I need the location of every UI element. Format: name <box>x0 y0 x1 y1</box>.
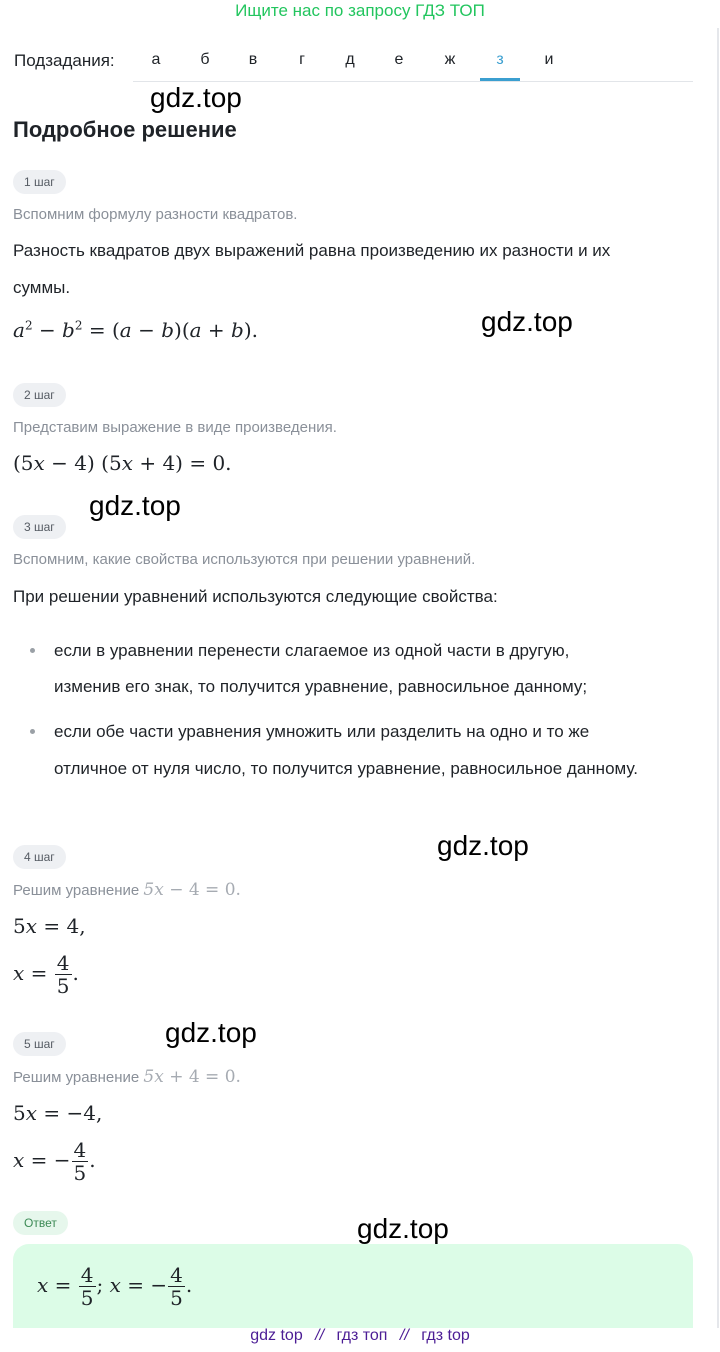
bullet-dot <box>30 648 35 653</box>
tab-i[interactable]: и <box>544 51 554 68</box>
step-hint: Решим уравнение 5x + 4 = 0. <box>13 1067 241 1087</box>
tab-z[interactable]: з <box>496 51 504 68</box>
step-badge: 4 шаг <box>13 845 66 869</box>
step-badge: 5 шаг <box>13 1032 66 1056</box>
footer-link[interactable]: гдз top <box>421 1327 470 1344</box>
watermark: gdz.top <box>481 306 573 337</box>
footer-links <box>0 1327 720 1345</box>
step-text: суммы. <box>13 278 71 297</box>
step-badge: 3 шаг <box>13 515 66 539</box>
scrollbar-track <box>717 28 719 1328</box>
formula-product: (5x − 4) (5x + 4) = 0. <box>13 451 232 475</box>
tab-zh[interactable]: ж <box>444 51 456 68</box>
search-banner: Ищите нас по запросу ГДЗ ТОП <box>235 1 485 20</box>
answer-formula: x = $\frac{4}{5}$ ; x = − $\frac{4}{5}$ . <box>37 1263 193 1310</box>
equation-result: x = − $\frac{4}{5}$ . <box>13 1138 96 1185</box>
step-badge: 1 шаг <box>13 170 66 194</box>
footer-separator: // <box>399 1327 409 1344</box>
watermark: gdz.top <box>357 1213 449 1244</box>
list-item-line: если обе части уравнения умножить или разделить на одно и то же <box>54 722 590 741</box>
tab-b[interactable]: б <box>200 51 210 68</box>
step-hint: Представим выражение в виде произведения. <box>13 419 337 436</box>
footer-separator: // <box>315 1327 325 1344</box>
page-title: Подробное решение <box>13 117 237 142</box>
subtasks-label: Подзадания: <box>14 51 115 70</box>
step-hint: Решим уравнение 5x − 4 = 0. <box>13 880 241 900</box>
tab-g[interactable]: г <box>299 51 305 68</box>
active-tab-indicator <box>480 78 520 81</box>
footer-link[interactable]: gdz top <box>250 1327 303 1344</box>
formula-difference-of-squares: $a^2 - b^2 = (a - b)(a + b)$. <box>13 318 259 342</box>
step-text: При решении уравнений используются следующие свойства: <box>13 587 498 606</box>
list-item-line: если в уравнении перенести слагаемое из одной части в другую, <box>54 641 570 660</box>
answer-badge: Ответ <box>13 1211 68 1235</box>
subtask-tabs <box>133 40 693 82</box>
bullet-dot <box>30 729 35 734</box>
list-item-line: изменив его знак, то получится уравнение, равносильное данному; <box>54 677 588 696</box>
tab-a[interactable]: а <box>151 51 161 68</box>
step-text: Разность квадратов двух выражений равна произведению их разности и их <box>13 241 611 260</box>
tab-d[interactable]: д <box>345 51 355 68</box>
step-hint: Вспомним формулу разности квадратов. <box>13 206 298 223</box>
watermark: gdz.top <box>89 490 181 521</box>
equation-result: x = $\frac{4}{5}$ . <box>13 951 79 998</box>
tab-v[interactable]: в <box>248 51 258 68</box>
step-hint: Вспомним, какие свойства используются при решении уравнений. <box>13 551 476 568</box>
equation-line: 5x = −4, <box>13 1101 103 1125</box>
equation-line: 5x = 4, <box>13 914 86 938</box>
watermark: gdz.top <box>150 82 242 113</box>
watermark: gdz.top <box>437 830 529 861</box>
list-item-line: отличное от нуля число, то получится уравнение, равносильное данному. <box>54 759 638 778</box>
watermark: gdz.top <box>165 1017 257 1048</box>
footer-link[interactable]: гдз топ <box>336 1327 388 1344</box>
step-badge: 2 шаг <box>13 383 66 407</box>
tab-e[interactable]: е <box>394 51 404 68</box>
